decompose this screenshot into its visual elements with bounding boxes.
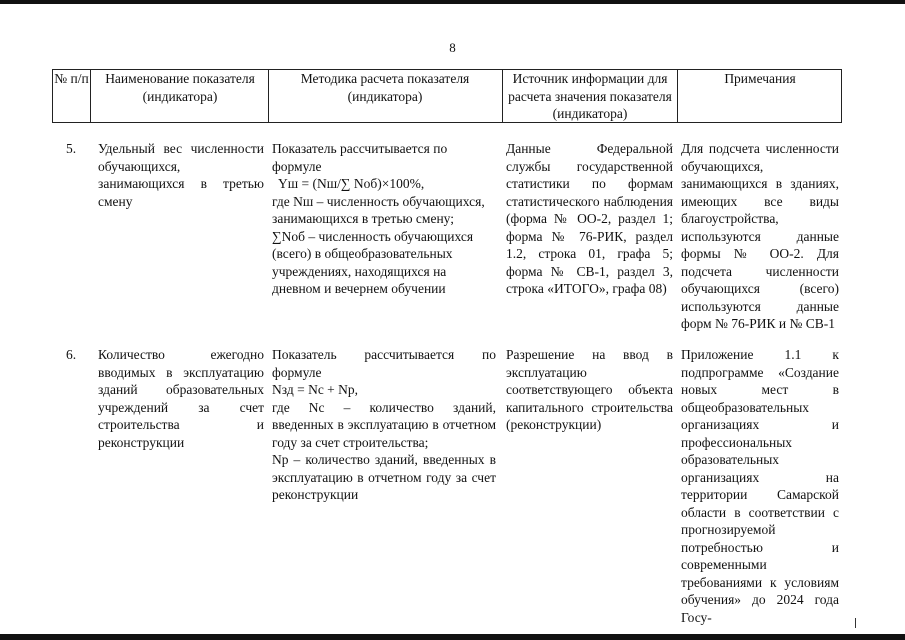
calculation-method bbox=[272, 346, 496, 504]
column-divider bbox=[502, 69, 503, 123]
variable-definition: Nр – количество зданий, введенных в эксплуатацию в отчетном году за счет реконструкции bbox=[272, 452, 496, 502]
variable-definition: ∑Nоб – численность обучающихся (всего) в общеобразовательных учреждениях, находящихся на дневном и вечернем обучении bbox=[272, 228, 474, 296]
information-source: Разрешение на ввод в эксплуатацию соответствующего объекта капитального строительства (реконструкции) bbox=[506, 347, 673, 432]
header-number: № п/п bbox=[54, 71, 89, 86]
formula: Nзд = Nс + Nр, bbox=[272, 382, 359, 397]
row-number: 6. bbox=[66, 347, 77, 362]
page-number: 8 bbox=[449, 40, 456, 55]
variable-definition: где Nш – численность обучающихся, занимающихся в третью смену; bbox=[272, 193, 485, 226]
scan-edge-bottom bbox=[0, 634, 905, 640]
information-source: Данные Федеральной службы государственной статистики по формам статистического наблюдения (форма № ОО-2, раздел 1; форма № 76-РИК, раздел 1.2, строка 01, графа 5; форма № СВ-1, раздел 3, строка «ИТОГО», графа 08) bbox=[506, 141, 673, 296]
scan-edge-top bbox=[0, 0, 905, 4]
column-divider bbox=[268, 69, 269, 123]
formula: Yш = (Nш/∑ Nоб)×100%, bbox=[278, 176, 425, 191]
variable-definition: где Nс – количество зданий, введенных в эксплуатацию в отчетном году за счет строительства; bbox=[272, 399, 496, 450]
row-number: 5. bbox=[66, 141, 77, 156]
notes: Для подсчета численности обучающихся, занимающихся в зданиях, имеющих все виды благоустройства, используются данные формы № ОО-2. Для подсчета численности обучающихся (всего) используются данные форм № 76-РИК и № СВ-1 bbox=[681, 141, 839, 331]
header-source: Источник информации для расчета значения показателя (индикатора) bbox=[508, 71, 672, 121]
table-right-border bbox=[841, 69, 842, 123]
header-notes: Примечания bbox=[724, 71, 796, 86]
header-method: Методика расчета показателя (индикатора) bbox=[300, 71, 470, 104]
indicator-name: Удельный вес численности обучающихся, занимающихся в третью смену bbox=[98, 141, 264, 209]
notes: Приложение 1.1 к подпрограмме «Создание новых мест в общеобразовательных организациях и профессиональных образовательных организациях на территории Самарской области в соответствии с прогнозируемой потребностью и современными требованиями к условиям обучения» до 2024 года Госу- bbox=[681, 347, 839, 625]
scan-mark bbox=[855, 618, 856, 628]
indicator-name: Количество ежегодно вводимых в эксплуатацию зданий образовательных учреждений за счет строительства и реконструкции bbox=[98, 347, 264, 450]
method-intro: Показатель рассчитывается по формуле bbox=[272, 347, 496, 380]
header-indicator-name: Наименование показателя (индикатора) bbox=[105, 71, 255, 104]
header-bottom-border bbox=[52, 122, 842, 123]
column-divider bbox=[90, 69, 91, 123]
column-divider bbox=[677, 69, 678, 123]
calculation-method bbox=[272, 140, 496, 298]
method-intro: Показатель рассчитывается по формуле bbox=[272, 141, 448, 174]
